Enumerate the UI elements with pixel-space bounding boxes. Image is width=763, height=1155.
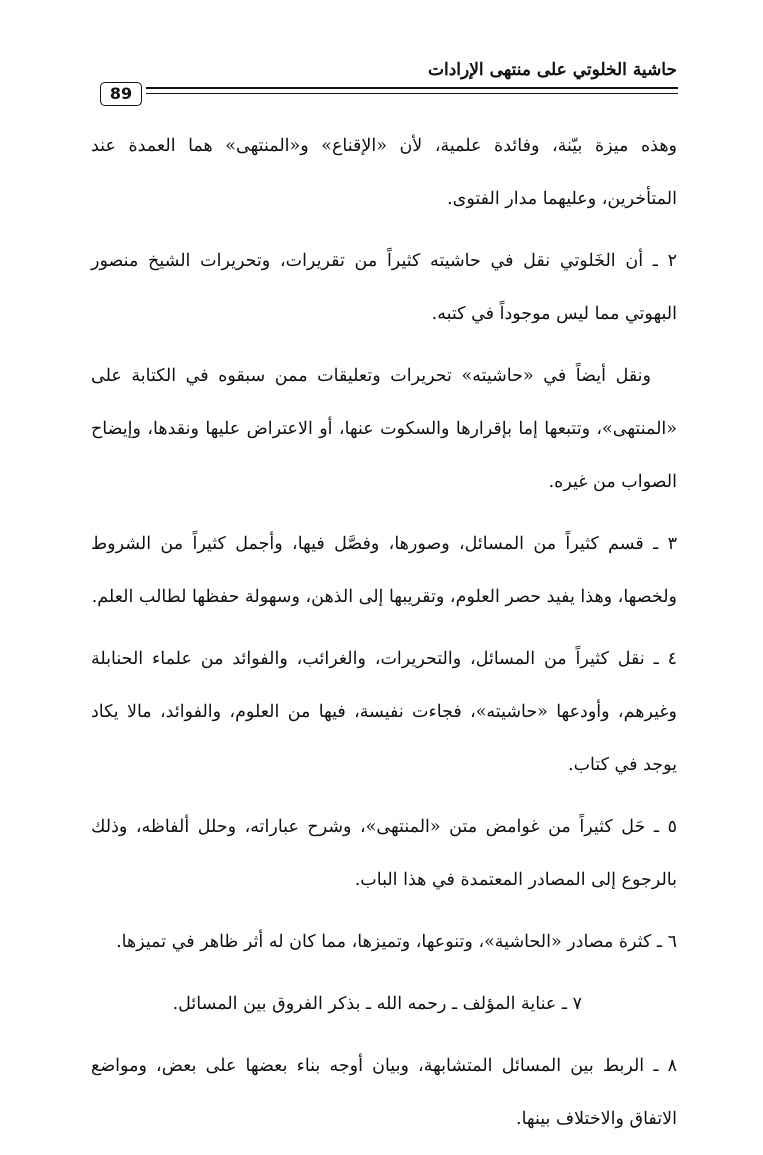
- body-text: [91, 120, 677, 1155]
- paragraph-item-2: ٢ ـ أن الخَلوتي نقل في حاشيته كثيراً من تقريرات، وتحريرات الشيخ منصور البهوتي مما ليس موجوداً في كتبه.: [91, 251, 677, 324]
- paragraph-item-6: ٦ ـ كثرة مصادر «الحاشية»، وتنوعها، وتميزها، مما كان له أثر ظاهر في تميزها.: [116, 932, 677, 952]
- paragraph-item-2-cont: ونقل أيضاً في «حاشيته» تحريرات وتعليقات ممن سبقوه في الكتابة على «المنتهى»، وتتبعها إما بإقرارها والسكوت عنها، أو الاعتراض عليها ونقدها، وإيضاح الصواب من غيره.: [91, 366, 677, 492]
- paragraph-item-5: ٥ ـ حَل كثيراً من غوامض متن «المنتهى»، وشرح عباراته، وحلل ألفاظه، وذلك بالرجوع إلى المصادر المعتمدة في هذا الباب.: [91, 817, 677, 890]
- paragraph-intro: وهذه ميزة بيّنة، وفائدة علمية، لأن «الإقناع» و«المنتهى» هما العمدة عند المتأخرين، وعليهما مدار الفتوى.: [91, 136, 677, 209]
- page-number-box: 89: [100, 82, 142, 106]
- header-rule-thick: [146, 87, 678, 89]
- paragraph-item-3: ٣ ـ قسم كثيراً من المسائل، وصورها، وفصَّل فيها، وأجمل كثيراً من الشروط ولخصها، وهذا يفيد حصر العلوم، وتقريبها إلى الذهن، وسهولة حفظها لطالب العلم.: [91, 534, 677, 607]
- running-header-title: حاشية الخلوتي على منتهى الإرادات: [428, 60, 677, 80]
- paragraph-item-8: ٨ ـ الربط بين المسائل المتشابهة، وبيان أوجه بناء بعضها على بعض، ومواضع الاتفاق والاختلاف بينها.: [91, 1056, 677, 1129]
- header-rule-thin: [146, 93, 678, 94]
- paragraph-item-7: ٧ ـ عناية المؤلف ـ رحمه الله ـ بذكر الفروق بين المسائل.: [172, 994, 582, 1014]
- paragraph-item-4: ٤ ـ نقل كثيراً من المسائل، والتحريرات، والغرائب، والفوائد من علماء الحنابلة وغيرهم، وأودعها «حاشيته»، فجاءت نفيسة، فيها من العلوم، والفوائد، مالا يكاد يوجد في كتاب.: [91, 649, 677, 775]
